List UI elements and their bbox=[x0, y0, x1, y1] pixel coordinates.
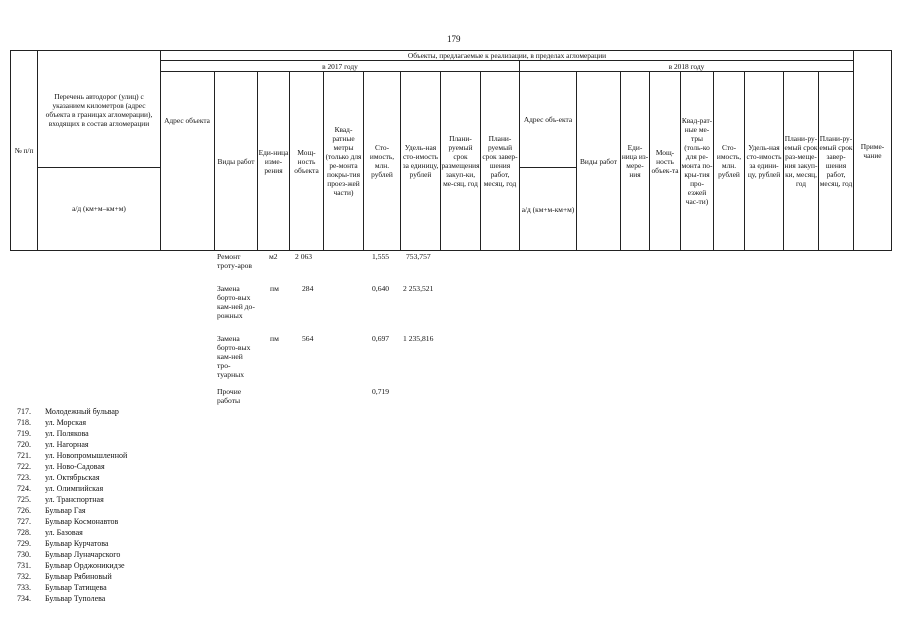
list-item: 721. ул. Новопромышленной bbox=[17, 451, 128, 460]
list-item: 729. Бульвар Курчатова bbox=[17, 539, 109, 548]
h2017-square-meters: Квад-ратные метры (только для ре-монта покры-тия проез-жей части) bbox=[325, 125, 362, 197]
h2018-unit-cost: Удель-ная сто-имость за едини-цу, рублей bbox=[746, 143, 782, 179]
work-unit: пм bbox=[270, 284, 279, 293]
work-unit: м2 bbox=[269, 252, 278, 261]
list-item: 732. Бульвар Рябиновый bbox=[17, 572, 112, 581]
h2017-procurement-date: Плани-руемый срок размещения закуп-ки, ме-сяц, год bbox=[441, 134, 480, 188]
h2018-address-sub: а/д (км+м-км+м) bbox=[521, 204, 575, 214]
page-number: 179 bbox=[447, 34, 461, 44]
work-cost: 1,555 bbox=[372, 252, 390, 261]
list-item: 724. ул. Олимпийская bbox=[17, 484, 104, 493]
h2018-unit: Еди-ница из-мере-ния bbox=[621, 143, 649, 179]
header-address-2017: Адрес объекта bbox=[164, 115, 210, 125]
list-item: 720. ул. Нагорная bbox=[17, 440, 89, 449]
list-item: 722. ул. Ново-Садовая bbox=[17, 462, 105, 471]
header-group-title: Объекты, предлагаемые к реализации, в пределах агломерации bbox=[407, 51, 607, 60]
h2017-work-type: Виды работ bbox=[217, 156, 255, 166]
h2017-power: Мощ-ность объекта bbox=[294, 147, 319, 175]
list-item: 718. ул. Морская bbox=[17, 418, 87, 427]
work-cost: 0,640 bbox=[372, 284, 390, 293]
work-unit-cost: 753,757 bbox=[406, 252, 431, 261]
list-item: 730. Бульвар Луначарского bbox=[17, 550, 121, 559]
list-item: 728. ул. Базовая bbox=[17, 528, 83, 537]
work-type: Замена борто-вых кам-ней тро-туарных bbox=[217, 334, 251, 379]
h2018-procurement-date: Плани-ру-емый срок раз-меще-ния закуп-ки, месяц, год bbox=[784, 134, 818, 188]
list-item: 725. ул. Транспортная bbox=[17, 495, 104, 504]
work-unit-cost: 2 253,521 bbox=[403, 284, 434, 293]
work-unit-cost: 1 235,816 bbox=[403, 334, 434, 343]
h2017-completion-date: Плани-руемый срок завер-шения работ, месяц, год bbox=[482, 134, 518, 188]
list-item: 727. Бульвар Космонавтов bbox=[17, 517, 119, 526]
h2018-address: Адрес объ-екта bbox=[523, 115, 573, 124]
work-type: Ремонт троту-аров bbox=[217, 252, 252, 270]
work-power: 2 063 bbox=[295, 252, 313, 261]
h2017-cost: Сто-имость, млн. рублей bbox=[369, 143, 395, 179]
header-year-2017: в 2017 году bbox=[322, 61, 358, 71]
h2018-work-type: Виды работ bbox=[579, 156, 618, 166]
list-item: 733. Бульвар Татищева bbox=[17, 583, 107, 592]
list-item: 717. Молодежный бульвар bbox=[17, 407, 119, 416]
h2017-unit-cost: Удель-ная сто-имость за единицу, рублей bbox=[402, 143, 439, 179]
h2017-unit: Еди-ница изме-рения bbox=[258, 147, 289, 175]
work-type: Замена борто-вых кам-ней до-рожных bbox=[217, 284, 255, 320]
list-item: 731. Бульвар Орджоникидзе bbox=[17, 561, 125, 570]
header-year-2018: в 2018 году bbox=[668, 61, 705, 71]
list-item: 719. ул. Полякова bbox=[17, 429, 89, 438]
work-power: 284 bbox=[302, 284, 314, 293]
work-cost: 0,719 bbox=[372, 387, 390, 396]
work-type: Прочие работы bbox=[217, 387, 242, 405]
h2018-completion-date: Плани-ру-емый срок завер-шения работ, месяц, год bbox=[819, 134, 853, 188]
h2018-power: Мощ-ность объек-та bbox=[651, 147, 679, 175]
h2018-square-meters: Квад-рат-ные ме-тры (толь-ко для ре-монта по-кры-тия про-езжей час-ти) bbox=[681, 116, 713, 206]
work-power: 564 bbox=[302, 334, 314, 343]
h2018-cost: Сто-имость, млн. рублей bbox=[716, 143, 742, 179]
work-unit: пм bbox=[270, 334, 279, 343]
list-item: 734. Бульвар Туполева bbox=[17, 594, 106, 603]
list-item: 726. Бульвар Гая bbox=[17, 506, 86, 515]
list-item: 723. ул. Октябрьская bbox=[17, 473, 100, 482]
work-cost: 0,697 bbox=[372, 334, 390, 343]
header-road-list: Перечень автодорог (улиц) с указанием километров (адрес объекта в границах агломерации), входящих в состав агломерации bbox=[45, 92, 153, 128]
header-note: Приме-чание bbox=[860, 141, 885, 160]
header-num: № п/п bbox=[14, 146, 34, 155]
header-road-list-sub: а/д (км+м–км+м) bbox=[72, 203, 126, 213]
